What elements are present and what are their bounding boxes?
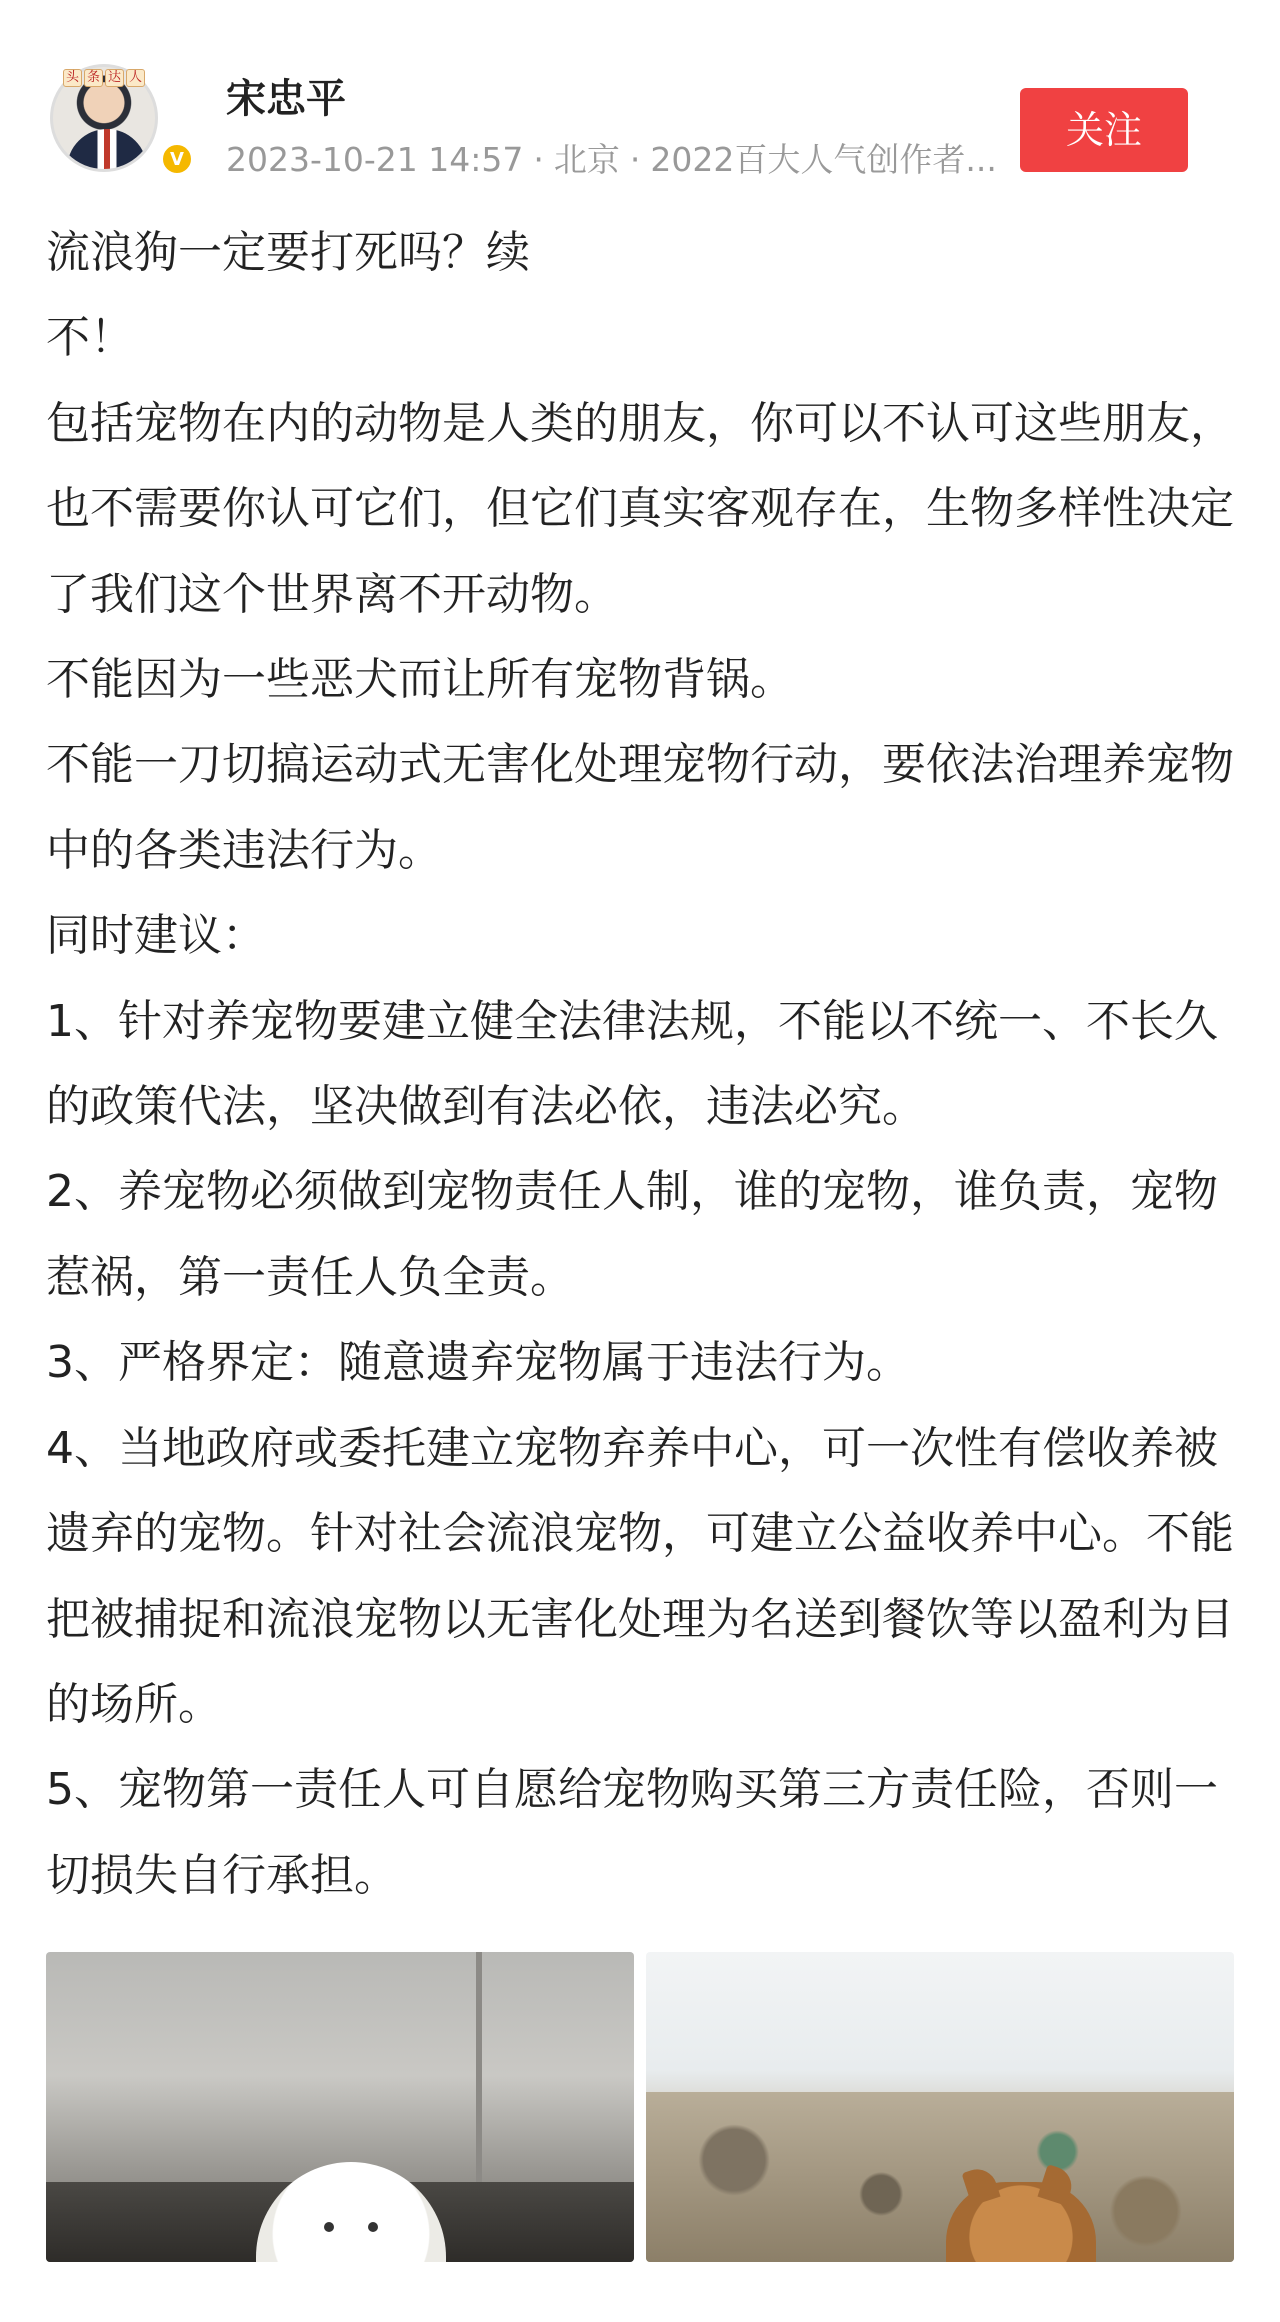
article-list-item: 5、宠物第一责任人可自愿给宠物购买第三方责任险，否则一切损失自行承担。 <box>46 1764 1218 1901</box>
meta-separator: · <box>629 140 641 179</box>
article-paragraph: 不能一刀切搞运动式无害化处理宠物行动，要依法治理养宠物中的各类违法行为。 <box>46 739 1234 876</box>
article-list-item: 2、养宠物必须做到宠物责任人制，谁的宠物，谁负责，宠物惹祸，第一责任人负全责。 <box>46 1166 1218 1303</box>
avatar-suit-graphic <box>67 129 147 172</box>
avatar-banner <box>50 62 158 94</box>
avatar-banner-char: 头 <box>63 69 82 87</box>
post-location: 北京 <box>553 140 620 179</box>
verified-badge-icon: V <box>160 142 194 176</box>
author-name[interactable]: 宋忠平 <box>226 76 346 122</box>
article-body <box>46 210 1236 1918</box>
post-meta <box>226 140 1066 180</box>
author-header <box>46 0 1234 190</box>
dog-eye-graphic <box>324 2222 334 2232</box>
wall-crack-graphic <box>476 1952 482 2192</box>
avatar-banner-char: 人 <box>126 69 145 87</box>
rubble-ground-graphic <box>646 2092 1234 2262</box>
article-paragraph: 不能因为一些恶犬而让所有宠物背锅。 <box>46 654 794 706</box>
article-paragraph: 同时建议： <box>46 910 266 962</box>
post-date: 2023-10-21 14:57 <box>226 140 524 179</box>
avatar-banner-char: 条 <box>84 69 103 87</box>
dog-eye-graphic <box>368 2222 378 2232</box>
article-photo-white-dog[interactable] <box>46 1952 634 2262</box>
article-paragraph: 不！ <box>46 312 134 364</box>
article-photo-brown-dog[interactable] <box>646 1952 1234 2262</box>
white-dog-graphic <box>256 2162 446 2262</box>
avatar-banner-char: 达 <box>105 69 124 87</box>
follow-button[interactable]: 关注 <box>1020 88 1188 172</box>
article-paragraph: 包括宠物在内的动物是人类的朋友，你可以不认可这些朋友，也不需要你认可它们，但它们真实客观存在，生物多样性决定了我们这个世界离不开动物。 <box>46 397 1234 620</box>
article-list-item: 1、针对养宠物要建立健全法律法规，不能以不统一、不长久的政策代法，坚决做到有法必依，违法必究。 <box>46 995 1218 1133</box>
image-row <box>46 1952 1234 2262</box>
article-list-item: 3、严格界定：随意遗弃宠物属于违法行为。 <box>46 1337 910 1389</box>
author-honor: 2022百大人气创作者... <box>650 140 997 179</box>
article-list-item: 4、当地政府或委托建立宠物弃养中心，可一次性有偿收养被遗弃的宠物。针对社会流浪宠物，可建立公益收养中心。不能把被捕捉和流浪宠物以无害化处理为名送到餐饮等以盈利为目的场所。 <box>46 1422 1234 1730</box>
article-title: 流浪狗一定要打死吗？续 <box>46 227 530 278</box>
meta-separator: · <box>533 140 544 179</box>
